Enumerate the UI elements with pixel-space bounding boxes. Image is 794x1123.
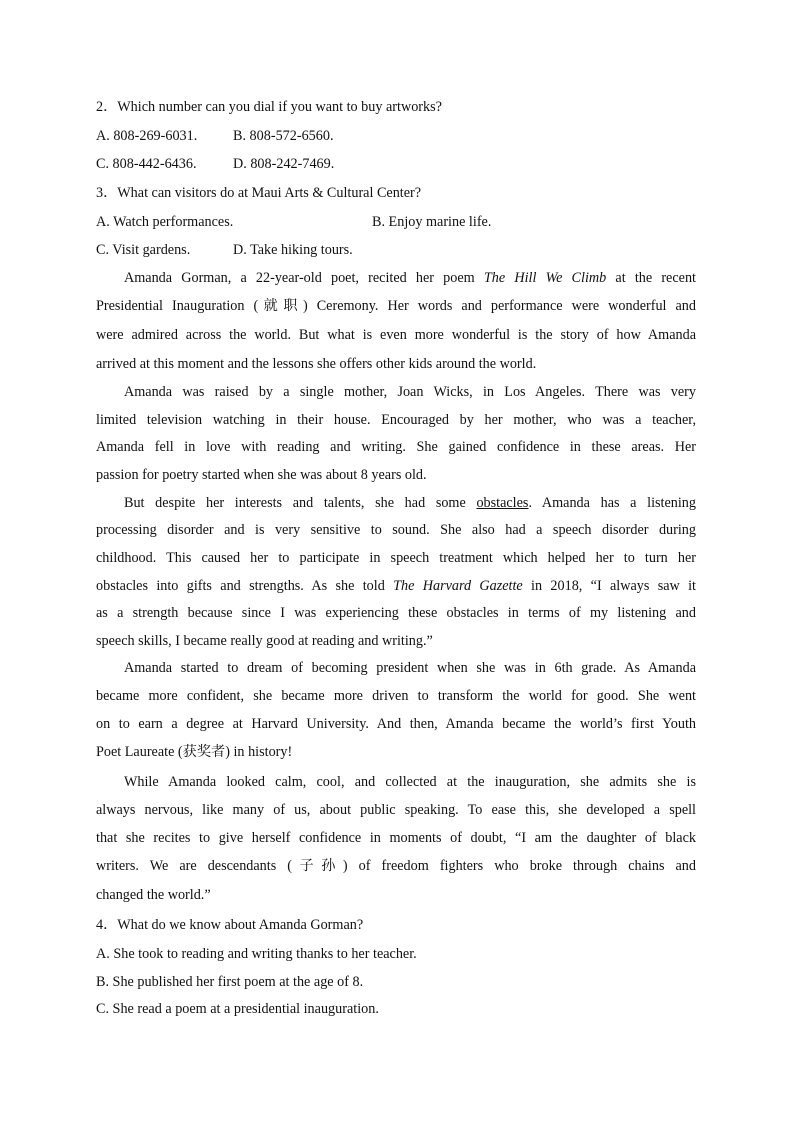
passage-p3-line-4: obstacles into gifts and strengths. As she told The Harvard Gazette in 2018, “I always saw it [96,578,696,594]
question-3-option-c: C. Visit gardens. [96,242,191,258]
passage-p3-line-1: But despite her interests and talents, she had some obstacles. Amanda has a listening [124,495,696,511]
passage-p3-line-2: processing disorder and is very sensitive to sound. She also had a speech disorder during [96,522,696,538]
passage-p4-line-3: on to earn a degree at Harvard University. And then, Amanda became the world’s first Youth [96,716,696,732]
question-2-option-d: D. 808-242-7469. [233,156,335,172]
passage-p2-line-1: Amanda was raised by a single mother, Joan Wicks, in Los Angeles. There was very [124,384,696,400]
question-4-stem: 4．What do we know about Amanda Gorman? [96,917,364,933]
passage-p3-line-6: speech skills, I became really good at reading and writing.” [96,633,433,649]
passage-p3-line-5: as a strength because since I was experiencing these obstacles in terms of my listening and [96,605,696,621]
passage-p4-line-1: Amanda started to dream of becoming president when she was in 6th grade. As Amanda [124,660,696,676]
passage-p4-line-4: Poet Laureate (获奖者) in history! [96,744,293,760]
underlined-word-obstacles: obstacles [476,495,529,511]
passage-p1-line-2: Presidential Inauguration (就职) Ceremony. Her words and performance were wonderful and [96,298,696,314]
question-4-option-c: C. She read a poem at a presidential inauguration. [96,1001,379,1017]
passage-p1-line-1: Amanda Gorman, a 22-year-old poet, recited her poem The Hill We Climb at the recent [124,270,696,286]
question-4-option-b: B. She published her first poem at the age of 8. [96,974,364,990]
question-3-options-ab [96,213,696,231]
question-4-option-a: A. She took to reading and writing thanks to her teacher. [96,946,417,962]
question-3-stem: 3．What can visitors do at Maui Arts & Cultural Center? [96,185,422,201]
question-2-stem: 2．Which number can you dial if you want to buy artworks? [96,99,442,115]
passage-p5-line-4: writers. We are descendants (子孙) of freedom fighters who broke through chains and [96,858,696,874]
publication-title: The Harvard Gazette [393,578,523,594]
passage-p2-line-3: Amanda fell in love with reading and writing. She gained confidence in these areas. Her [96,439,696,455]
passage-p5-line-2: always nervous, like many of us, about public speaking. To ease this, she developed a spell [96,802,696,818]
question-2-options-cd [96,155,696,173]
passage-p5-line-3: that she recites to give herself confidence in moments of doubt, “I am the daughter of black [96,830,696,846]
question-3-option-a: A. Watch performances. [96,214,234,230]
question-3-options-cd [96,241,696,259]
passage-p2-line-4: passion for poetry started when she was about 8 years old. [96,467,427,483]
question-3-option-b: B. Enjoy marine life. [372,214,492,230]
question-2-option-a: A. 808-269-6031. [96,128,198,144]
passage-p1-line-4: arrived at this moment and the lessons she offers other kids around the world. [96,356,537,372]
passage-p5-line-5: changed the world.” [96,887,211,903]
poem-title: The Hill We Climb [483,270,607,286]
passage-p4-line-2: became more confident, she became more driven to transform the world for good. She went [96,688,696,704]
question-2-option-c: C. 808-442-6436. [96,156,197,172]
passage-p5-line-1: While Amanda looked calm, cool, and collected at the inauguration, she admits she is [124,774,696,790]
question-2-options-ab [96,127,696,145]
question-2-option-b: B. 808-572-6560. [233,128,334,144]
passage-p3-line-3: childhood. This caused her to participate in speech treatment which helped her to turn her [96,550,696,566]
passage-p1-line-3: were admired across the world. But what is even more wonderful is the story of how Amanda [96,327,696,343]
question-3-option-d: D. Take hiking tours. [233,242,353,258]
passage-p2-line-2: limited television watching in their house. Encouraged by her mother, who was a teacher, [96,412,696,428]
